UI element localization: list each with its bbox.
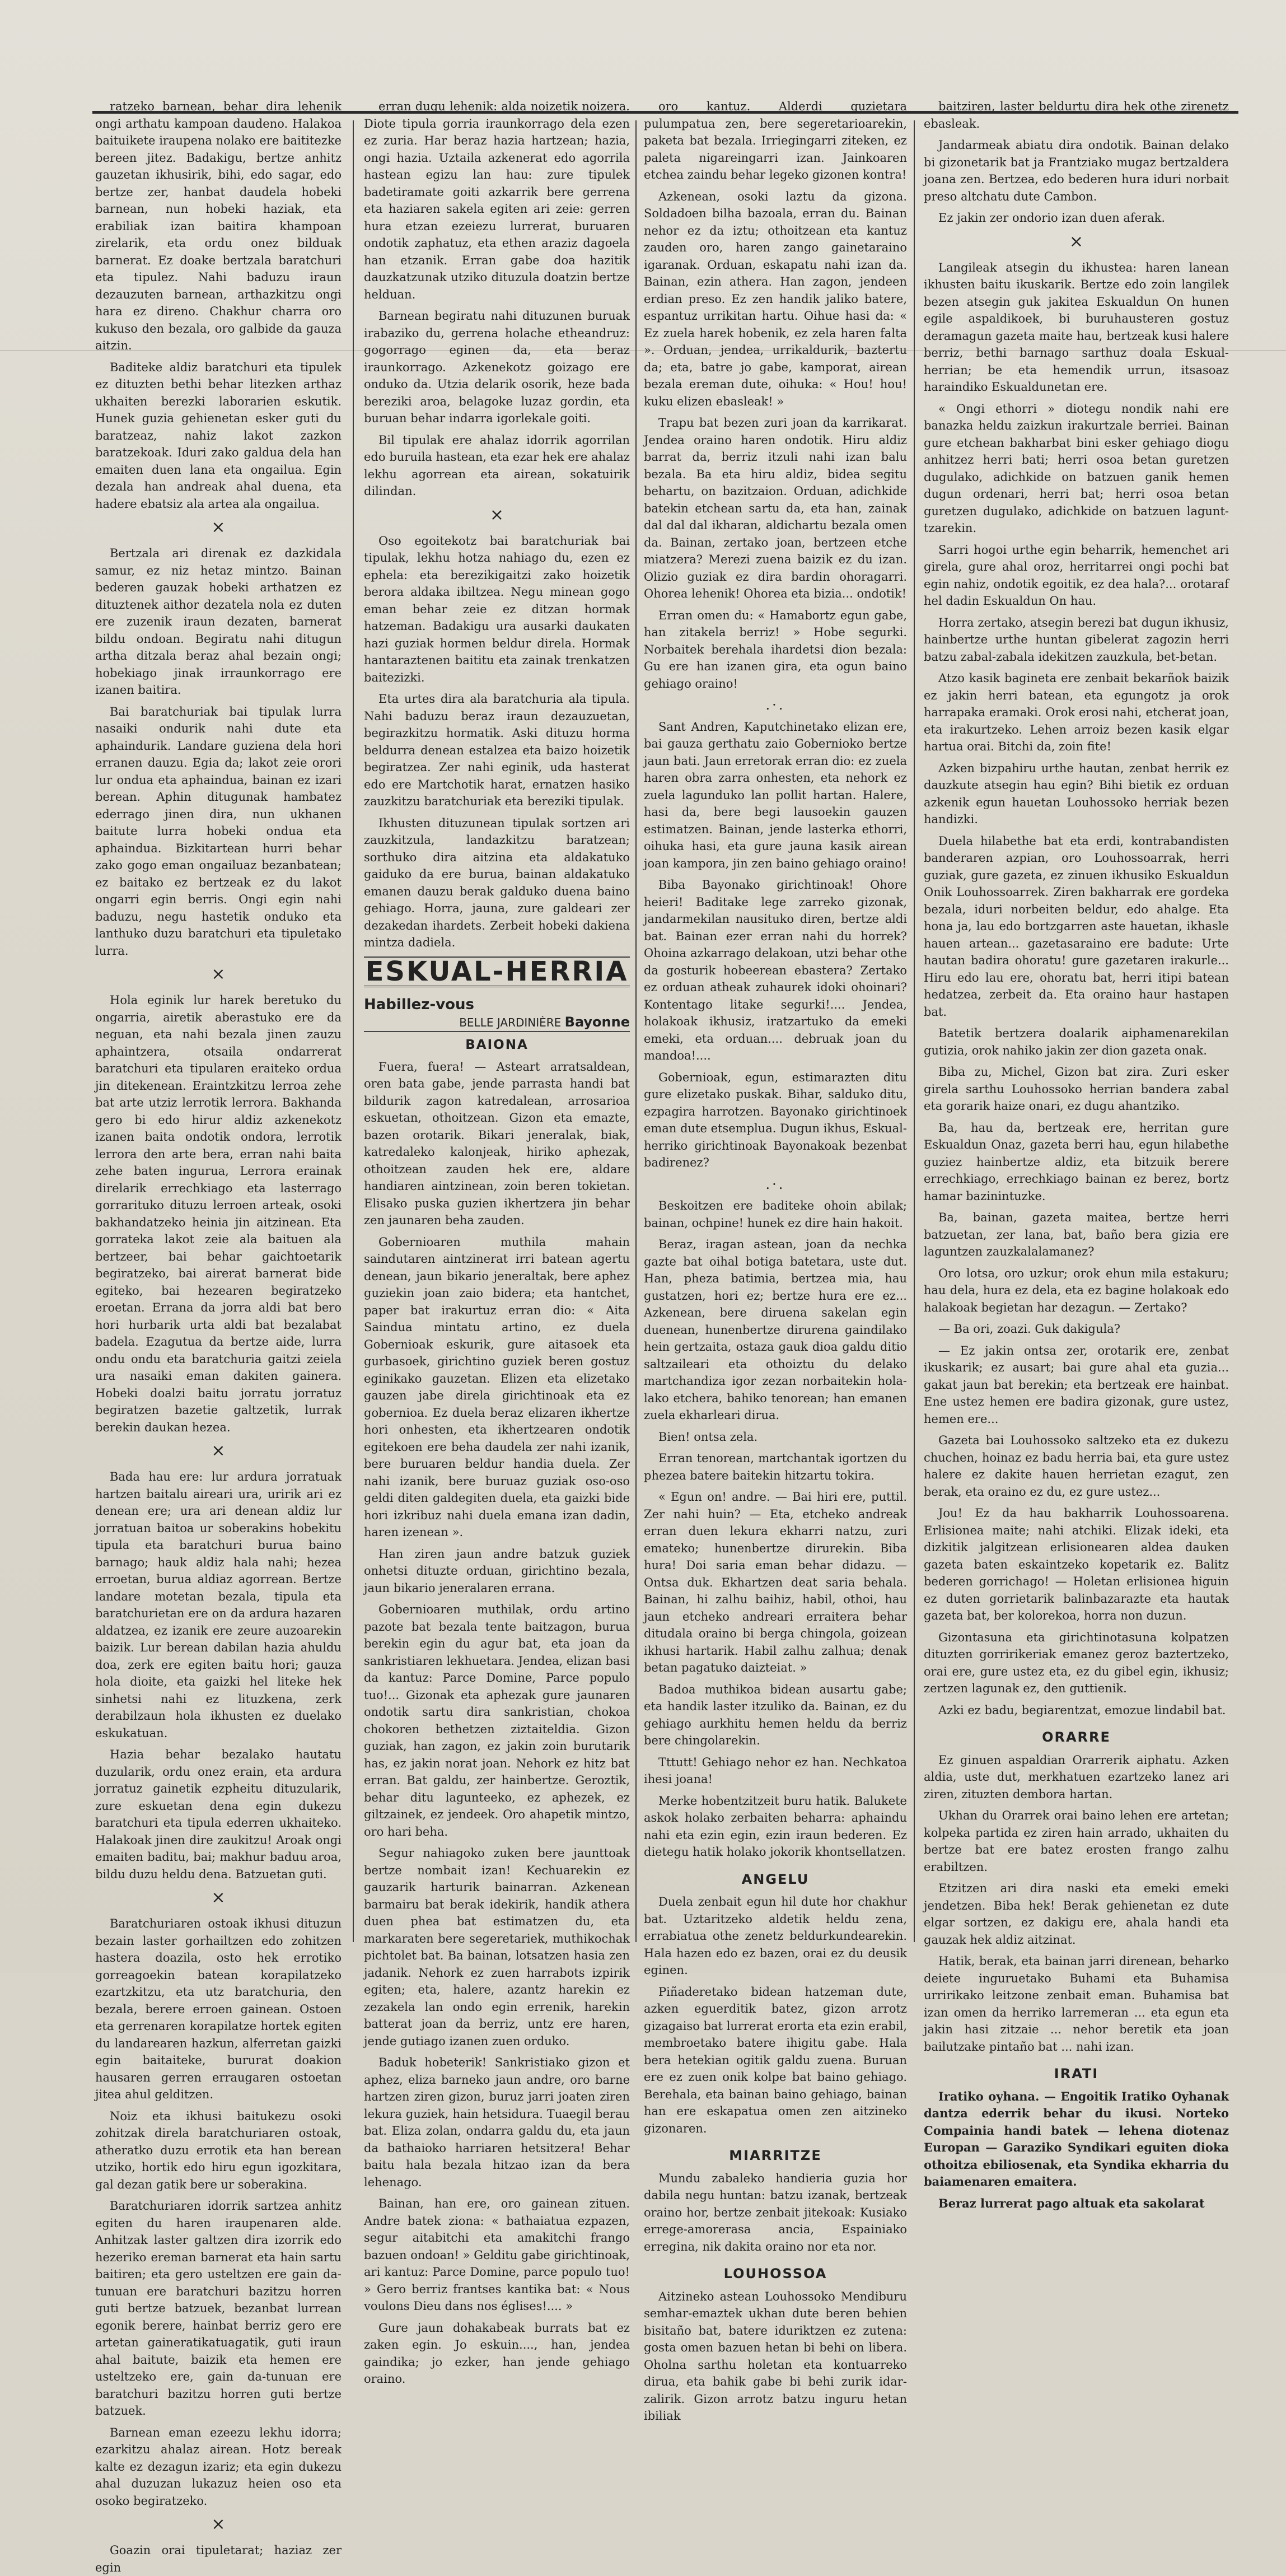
column-rule	[914, 120, 915, 1942]
paragraph: Mundu zabaleko handieria guzia hor dabila negu huntan: batzu izanak, bertzeak oraino hor, bertze zenbait jitekoak: Kusiako errege-amorerasa ancia, Espainiako erregina, nik dakita oraino nor eta nor.	[644, 2171, 907, 2253]
paragraph: Piñaderetako bidean hatzeman dute, azken eguerditik batez, gizon arrotz gizagaiso bat lurrerat erorta eta ezin erabil, membroetako batere ihigitu gabe. Hala bera hetekian ogitik galdu zuena. Buruan ere ez zuen onik kolpe bat baino gehiago. Berehala, eta bainan baino gehiago, bainan han ere eskapatua omen zen aitzineko gizonaren.	[644, 1985, 907, 2135]
paragraph: Tttutt! Gehiago nehor ez han. Nechkatoa ihesi joana!	[644, 1755, 907, 1786]
paragraph: Ez ginuen aspaldian Orarrerik aiphatu. Azken aldia, uste dut, merkhatuen ezartzeko lanez ari ziren, zituzten dembora hartan.	[924, 1753, 1229, 1801]
paragraph: Beraz lurrerat pago altuak eta sakolarat	[938, 2196, 1205, 2210]
column-rule	[635, 120, 637, 1942]
paragraph: Gobernioak, egun, estimarazten ditu gure elizetako puskak. Bihar, salduko ditu, ezpagira harrotzen. Bayonako girichtinoek eman dute etsempluа. Dugun ikhus, Eskual-herriko girichtinoak Bayonakoak bezenbat badirenez?	[644, 1070, 907, 1169]
paragraph: « Ongi ethorri » diotegu nondik nahi ere banazka heldu zaizkun irakurtzale berriei. Bainan gure etchean bakharbat bini esker gehiago diogu anhitzez herri bati; herri osoa betan guretzen dugulako, adichkide on batzuen ganik hemen dugun ordenari, herri bat; herri osoa betan guretzen dugulako, adichkide on batzuen lagunt-tzarekin.	[924, 402, 1229, 535]
paragraph: Biba zu, Michel, Gizon bat zira. Zuri esker girela sarthu Louhossoko herrian bandera zabal eta gorarik haize onari, ez dugu ahantziko.	[924, 1065, 1229, 1113]
paragraph: Azken bizpahiru urthe hautan, zenbat herrik ez dauzkute atsegin hau egin? Bihi bietik ez orduan azkenik egun hauetan Louhossoko herriak bezen handizki.	[924, 761, 1229, 826]
ad-store-name: BELLE JARDINIÈRE	[459, 1015, 562, 1029]
paragraph: Han ziren jaun andre batzuk guziek onhetsi dituzte orduan, girichtino bezala, jaun bikario jeneralaren errana.	[364, 1547, 630, 1595]
section-separator: ×	[1069, 231, 1084, 251]
column-1	[95, 98, 342, 2574]
paragraph: baitziren, laster beldurtu dira hek othe zirenetz ebasleak.	[924, 100, 1229, 130]
paragraph: Bainan, han ere, oro gainean zituen. Andre batek ziona: « bathaiatua ezpazen, segur aitabitchi eta amakitchi frango bazuen ondoan! » Gelditu gabe girichtinoak, ari kantuz: Parce Domine, parce populo tuo! » Gero berriz frantses kantika bat: « Nous voulons Dieu dans nos églises!.... »	[364, 2197, 630, 2313]
paragraph: oro kantuz. Alderdi guzietara pulumpatua zen, bere segeretarioarekin, paketa bat bezala. Irriegingarri ziteken, ez paleta nigareingarri izan. Jainkoaren etchea zaindu behar legeko gizonen kontra!	[644, 100, 907, 181]
paragraph: Erran omen du: « Hamabortz egun gabe, han zitakela berriz! » Hobe segurki. Norbaitek berehala ihardetsi dion bezala: Gu ere han izanen gira, eta ogun baino gehiago oraino!	[644, 608, 907, 690]
paragraph: Barnean eman ezeezu lekhu idorra; ezarkitzu ahalaz airean. Hotz bereak kalte ez dezagun izariz; eta egin dukezu ahal duzuzan lukazuz heien oso eta osoko begiratzeko.	[95, 2425, 342, 2508]
paragraph: Ukhan du Orarrek orai baino lehen ere artetan; kolpeka partida ez ziren hain arrado, ukhaiten du bertze bat ere batez erosten frango zalhu erabiltzen.	[924, 1809, 1229, 1874]
paragraph: Hola eginik lur harek beretuko du ongarria, airetik aberastuko ere da neguan, eta nahi bezala jinen zauzu aphaintzera, otsaila ondarrerat baratchuri eta tipularen eraiteko ordua jin ditekenean. Eraintzkitzu lerroa zehe bat arte utziz lerrotik lerrora. Bakhanda gero bi edo hirur aldiz azkenekotz izanen baita ondotik ondora, lerrotik lerrora den arte bera, erran nahi baita zehe baten ingurua, Lerrora erainak direlarik errechkiago eta lasterrago gorrarituko dituzu lerroen arteak, osoki bakhandatzeko heinia jin aitzinean. Eta gorrateka lakot zeie ala baituen ala bertzeer, bai behar gaichtoetarik begiratzeko, bai airerat barnerat bide egiteko, bai hezearen begiratzeko eroetan. Errana da jorra aldi bat bero hori hurbarik urta aldi bat bezalabat badela. Ezagutua da bertze aide, lurra ondu ondu eta baratchuria gaitzi zeiela ura nasaiki eman dakiten gainera. Hobeki doalzi baitu jorratu jorratuz begiratzen bazetie galtzetik, lurrak berekin daukan hezea.	[95, 993, 342, 1434]
section-heading-miarritze: MIARRITZE	[729, 2148, 822, 2163]
paragraph: Gizontasuna eta girichtinotasuna kolpatzen dituzten gorririkeriak emanez geroz baztertzeko, orai ere, gure ustez eta, ez du gibel egin, ikhusiz; zertzen lagunak ez, den guttienik.	[924, 1630, 1229, 1695]
paragraph: Baratchuriaren idorrik sartzea anhitz egiten du haren iraupenaren alde. Anhitzak laster galtzen dira izorrik edo hezeriko ereman barnerat eta hain sartu baitiren; eta gero usteltzen ere gain da-tunuan ere baratchuri bazitzu horren guti bertze batzuek, bezanbat lurrean egonik berere, hainbat berriz gero ere artetan gaineratikatuagatik, guti iraun ahal baitute, baizik eta hemen ere usteltzeko ere, gain da-tunuan ere baratchuri bazitzu horren guti bertze batzuek.	[95, 2199, 342, 2418]
paragraph: Atzo kasik bagineta ere zenbait bekarñok baizik ez jakin herri batean, eta egungotz ja orok harrapaka eramaki. Orok erosi nahi, etcherat joan, eta irakurtzeko. Lehen arroiz bezen kasik elgar hartua orai. Bitchi da, zoin fite!	[924, 671, 1229, 753]
paragraph: Bien! ontsa zela.	[658, 1430, 758, 1444]
paragraph: Azki ez badu, begiarentzat, emozue lindabil bat.	[938, 1703, 1226, 1717]
paragraph: Biba Bayonako girichtinoak! Ohore heieri! Baditake lege zarreko gizonak, jandarmekilan nausituko diren, bertze aldi bat. Bainan ezer erran nahi du horrek? Ohoina azkarrago delakoan, utzi behar othe da gosturik hobeerean ebastera? Zertako ez orduan atheak zuhaurek idoki ohoinari? Kontentago litake segurki!.... Jendea, holakoak ikhusiz, iratzartuko da emeki emeki, eta orduan.... debruak joan du mandoa!....	[644, 878, 907, 1062]
section-heading-irati: IRATI	[1054, 2066, 1099, 2082]
paragraph: Ikhusten dituzunean tipulak sortzen ari zauzkitzula, landazkitzu baratzean; sorthuko dira aitzina eta aldakatuko gaiduko da ere burua, bainan aldakatuko emanen dauzu berak galduko duena baino gehiago. Horra, jauna, zure galdeari zer dezakedan ihardets. Zerbeit hobeki dakiena mintza dadiela.	[364, 816, 630, 949]
paragraph: erran dugu lehenik: alda noizetik noizera. Diote tipula gorria iraunkorrago dela ezen ez zuria. Har beraz hazia hartzean; hazia, ongi hazia. Uztaila azkenerat edo agorrila hastean egizu lan hau: zure tipulek badetiramate goiti azkarrik bere gerrena eta haziaren sakela egiten ari zeie: gerren hura etzan ezeiezu lurrerat, buruaren ondotik zaphatuz, eta ethen araziz dagoela han etzanik. Erran gabe doa hazitik dauzkatzunak utziko dituzula doatzin bertze helduan.	[364, 100, 630, 301]
paragraph: — Ez jakin ontsa zer, orotarik ere, zenbat ikuskarik; ez ausart; bai gure ahal eta guzia... gakat jaun bat berekin; eta bertzeak ere hainbat. Ene ustez hemen ere badira gizonak, gure ustez, hemen ere...	[924, 1343, 1229, 1426]
advertisement	[364, 996, 630, 1032]
section-separator: ×	[211, 964, 226, 984]
paragraph: Duela zenbait egun hil dute hor chakhur bat. Uztaritzeko aldetik heldu zena, errabiatua othe zenetz beldurkundearekin. Hala hazen edo ez bazen, orai ez du deusik eginen.	[644, 1895, 907, 1977]
paragraph: Bertzala ari direnak ez dazkidala samur, ez niz hetaz mintzo. Bainan bederen gauzak hobeki arthatzen ez dituztenek aithor dezatela nola ez duten ere zuzenik iraun dezaten, barnerat bildu ondoan. Begiratu nahi ditugun artha ditzala beraz ahal bezain ongi; hobekiago jinak irraunkorrago ere izanen baitira.	[95, 547, 342, 697]
column-4	[924, 98, 1229, 2210]
paragraph: Ez jakin zer ondorio izan duen aferak.	[938, 211, 1166, 225]
paragraph: Gure jaun dohakabeak burrats bat ez zaken egin. Jo eskuin...., han, jendea gaindika; jo ezker, han jende gehiago oraino.	[364, 2321, 630, 2386]
paragraph: Noiz eta ikhusi baitukezu osoki zohitzak direla baratchuriaren ostoak, atheratko duzu errotik eta han berean utziko, hortik edo hiru egun igozkitara, gal dezan gatik bere ur soberakina.	[95, 2109, 342, 2191]
ad-city: Bayonne	[564, 1014, 630, 1030]
paragraph: Beskoitzen ere baditeke ohoin abilak; bainan, ochpine! hunek ez dire hain hakoit.	[644, 1199, 907, 1230]
section-separator: ×	[211, 2514, 226, 2534]
paragraph: Gobernioaren muthilak, ordu artino pazote bat bezala tente baitzagon, burua berekin egin du agur bat, eta joan da sankristiaren lekhuetara. Jendea, elizan basi da kantuz: Parce Domine, Parce populo tuo!... Gizonak eta aphezak gure jaunaren ondotik sartu dira sankristian, chokoa chokoren bethetzen ziztaiteldia. Gizon guziak, han zagon, ez jakin zoin burutarik has, ez jakin norat joan. Nehork ez hitz bat erran. Bat galdu, zer hainbertze. Geroztik, behar ditu lagunteeko, ez aphezek, ez giltzainek, ez jendeek. Oro ahapetik mintzo, oro hari beha.	[364, 1603, 630, 1838]
paragraph: — Ba ori, zoazi. Guk dakigula?	[938, 1322, 1120, 1336]
paragraph: « Egun on! andre. — Bai hiri ere, puttil. Zer nahi huin? — Eta, etcheko andreak erran duen lekura ekharri natzu, zuri emateko; hunenbertze dirurekin. Biba hura! Doi saria eman behar didazu. — Ontsa duk. Ekhartzen deat saria behala. Bainan, hi zalhu baihiz, habil, othoi, hau jaun etcheko andreari erraitera behar ditudala oraino bi berga chingola, goizean ikhusi hartarik. Habil zalhu zalhua; denak betan pagatuko daizteiat. »	[644, 1490, 907, 1674]
paragraph: Langileak atsegin du ikhustea: haren lanean ikhusten baitu ikuskarik. Bertze edo zoin langilek bezen atsegin guk jakitea Eskualdun On hunen egile aspaldikoek, bi buruhausteren gostuz deramagun gazeta maite hau, bertzeak kusi halere berriz, bethi barnago sarthuz doala Eskual-herrian; be eta hemendik urrun, itsasoaz haraindiko Eskualdunetan ere.	[924, 260, 1229, 394]
paragraph: Erran tenorean, martchantak igortzen du phezea batere baitekin hitzartu tokira.	[644, 1452, 907, 1482]
paragraph: Batetik bertzera doalarik aiphamenarekilan gutizia, orok nahiko jakin zer dion gazeta onak.	[924, 1026, 1229, 1057]
paragraph: Merke hobentzitzeit buru hatik. Balukete askok holako zerbaiten beharra: aphaindu nahi eta ezin egin, ezin iraun bederen. Ez dietegu hatik holako jokorik khontsellatzen.	[644, 1794, 907, 1859]
masthead-title: ESKUAL-HERRIA	[365, 955, 629, 987]
paragraph: Hatik, berak, eta bainan jarri direnean, beharko deiete inguruetako Buhami eta Buhamisa urririkako leitzone zenbait eman. Buhamisa bat izan omen da herriko larremeran ... eta egun eta jakin hasi zitzaie ... nehor beretik eta joan bailutzake pintaño bat ... nahi izan.	[924, 1954, 1229, 2054]
column-footer-text: Goazin orai tipuletarat; haziaz zer egin	[95, 2544, 342, 2574]
section-separator: ×	[211, 1888, 226, 1907]
paragraph: Duela hilabethe bat eta erdi, kontrabandisten banderaren azpian, oro Louhossoarrak, herri guziak, gure gazeta, ez zinuen ikhusiko Eskualdun Onik Louhossoarrek. Ziren bakharrak ere gordeka bezala, iduri norbeiten beldur, edo ahalge. Eta hona ja, lau edo bortzgarren aste hauetan, ikhasle hauen artean... gazetasaraino ere badute: Urte hautan badira ohoratu! gure gazetaren irakurle... Hiru edo lau ere, ohoratu bat, herri itipi batean hedatzea, zerbeit da. Eta oraino haur hastapen bat.	[924, 834, 1229, 1019]
paragraph: Etzitzen ari dira naski eta emeki emeki jendetzen. Biba hek! Berak gehienetan ez dute elgar sortzen, ez dakigu ere, ahala handi eta gauzak hek aldiz aitzinat.	[924, 1882, 1229, 1947]
paragraph: Segur nahiagoko zuken bere jaunttoak bertze nombait izan! Kechuarekin ez gauzarik harturik bainarran. Azkenean barmairu bat berak idekirik, handik athera duen phea bat estimatzen du, eta markaraten bere segeretariek, muthikochak pichtolet bat. Ba bainan, lotsatzen hasia zen jadanik. Nehork ez zuen harrabots izpirik egiten; eta, halere, azantz harekin ez zezakela lan ondo egin errenik, harekin batterat joan da berriz, untz ere haren, jende gutiago izanen zuen orduko.	[364, 1846, 630, 2048]
paragraph: Fuera, fuera! — Asteart arratsaldean, oren bata gabe, jende parrasta handi bat bildurik zagon katredalean, arrosarioa eskuetan, othoitzean. Gizon eta emazte, bazen orotarik. Bikari jeneralak, biak, katredaleko kalonjeak, hiriko aphezak, othoitzean zauden hek ere, aldare handiaren aintzinean, zoin beren tokietan. Elisako puska guzien ikhertzera jin behar zen jaunaren beha zauden.	[364, 1060, 630, 1227]
ad-subtitle	[364, 1014, 630, 1033]
paragraph: Oro lotsa, oro uzkur; orok ehun mila estakuru; hau dela, hura ez dela, eta ez bagine holakoak edo halakoak begietan har dezagun. — Zertako?	[924, 1266, 1229, 1314]
paragraph: Bai baratchuriak bai tipulak lurra nasaiki ondurik nahi dute eta aphaindurik. Landare guziena dela hori erranen dauzu. Egia da; lakot zeie orori lur ondua eta aphaindua, bainan ez izari berean. Aphin ditugunak hambatez ederrago jinen dira, nun ukhanen baitute lurra hobeki ondua eta aphaindua. Bizkitartean hurri behar zako gogo eman ongailuaz bezanbatean; ez baitako ez bertzeak ez du lakot ongarri egin berris. Ongi egin nahi baduzu, negu hastetik onduko eta lanthuko duzu baratchuri eta tipuletako lurra.	[95, 704, 342, 958]
paragraph: Baratchuriaren ostoak ikhusi dituzun bezain laster gorhailtzen edo zohitzen hastera doazila, osto hek errotiko gorreagoekin batean korapilatzeko ezartzkitzu, eta utz baratchuria, den bezala, berere erroen gainean. Ostoen eta gerrenaren korapilatze hortek egiten du landarearen hazkun, alferretan gaizki egin baitaiteke, bururat doakion hausaren gerren erraugaren ostoetan jitea ahul gelditzen.	[95, 1917, 342, 2101]
paragraph: Barnean begiratu nahi dituzunen buruak irabaziko du, gerrena holache etheandruz: gogorrago eginen da, eta beraz iraunkorrago. Azkenekotz goizago ere onduko da. Utzia delarik osorik, heze bada bereziki aroa, belagoke luzaz gordin, eta buruan behar indarra igorlekale goiti.	[364, 309, 630, 425]
column-2	[364, 98, 630, 2386]
paragraph: Jandarmeak abiatu dira ondotik. Bainan delako bi gizonetarik bat ja Frantziako mugaz bertzaldera joana zen. Bertzea, edo bederen hura iduri norbait preso altchatu dute Cambon.	[924, 138, 1229, 203]
paragraph: Bada hau ere: lur ardura jorratuak hartzen baitalu aireari ura, uririk ari ez denean ere; ura ari denean aldiz lur jorratuan baitoa ur soberakins hobekitu tipula eta baratchuri burua baino barnago; hauk aldiz hala nahi; hezea erroetan, burua aldiaz agorrean. Bertze landare motetan bezala, tipula eta baratchurietan ere on da ardura hazaren aldatzea, ez izanik ere zeure auzoarekin baizik. Lur berean dabilan hazia ahuldu doa, zerk ere egiten baitu hori; gauza hola dioite, eta gaizki hel liteke hek sinhetsi nahi ez lituzkena, zerk derabilzaun hola ikhusten ez duelako eskukatuan.	[95, 1470, 342, 1740]
paragraph: Sarri hogoi urthe egin beharrik, hemenchet ari girela, gure ahal oroz, herritarrei ongi pochi bat egin nahiz, ondotik egoitik, ez dea hala?... orotaraf hel dadin Eskualdun On hau.	[924, 543, 1229, 608]
paragraph: Horra zertako, atsegin berezi bat dugun ikhusiz, hainbertze urthe huntan gibelerat zagozin herri batzu zabal-zabala idekitzen zauzkula, bet-betan.	[924, 615, 1229, 664]
paragraph: Jou! Ez da hau bakharrik Louhossoarena. Erlisionea maite; nahi atchiki. Elizak ideki, eta dizkitik jalgitzean erlisionearen aldea dauken gazeta baten eskaintzeko kopetarik ez. Balitz bederen gorrichago! — Holetan erlisionea higuin ez duten gorrietarik balinbazarazte eta hautak gazeta bat, ber kolorekoa, horra non duzun.	[924, 1506, 1229, 1622]
paragraph: Ba, bainan, gazeta maitea, bertze herri batzuetan, zer lana, bat, baño bera gizia ere laguntzen zauzkalalamanez?	[924, 1211, 1229, 1258]
section-masthead	[364, 956, 630, 988]
paragraph: Oso egoitekotz bai baratchuriak bai tipulak, lekhu hotza nahiago du, ezen ez ephela: eta berezikigaitzi zako hoizetik berora aldaka ibiltzea. Negu minean gogo eman behar zeie ez ditzan hormak hatzeman. Badakigu ura ausarki daukaten hazi guziak hormen beldur direla. Hormak hantaraztenen baititu eta zainak trenkatzen baitezizki.	[364, 534, 630, 684]
paragraph: Azkenean, osoki laztu da gizona. Soldadoen bilha bazoala, erran du. Bainan nehor ez da iztu; othoitzean eta kantuz zauden oro, haren zango gainetaraino igaranak. Orduan, eskapatu nahi izan da. Bainan, ezin athera. Han zagon, jendeen erdian preso. Ez zen handik jaliko batere, espantuz urrikitan hartu. Oihue hasi da: « Ez zuela harek hobenik, ez zela haren falta ». Orduan, jendea, urrikaldurik, baztertu da; eta, batre jo gabe, kamporat, airean bezala ereman dute, oihuka: « Hou! hou! kuku elizen ebasleak! »	[644, 189, 907, 408]
section-heading-angelu: ANGELU	[741, 1871, 810, 1887]
column-rule	[353, 120, 354, 1942]
paragraph: Aitzineko astean Louhossoko Mendiburu semhar-emaztek ukhan dute beren behien bisitaño bat, batere iduriktzen ez zutena: gosta omen bazuen hetan bi behi on libera. Oholna sarthu holetan eta kontuarreko dirua, eta bahik gabe bi behi zurik idar-zalirik. Gizon arrotz batzu inguru hetan ibiliak	[644, 2289, 907, 2423]
paragraph: Gazeta bai Louhossoko saltzeko eta ez dukezu chuchen, hoinaz ez badu herria bai, eta gure ustez halere ez dakite hauen herrietan ezagut, zen berak, eta oraino ez du, ez gure ustez...	[924, 1434, 1229, 1499]
section-heading-louhossoa: LOUHOSSOA	[723, 2266, 827, 2281]
paragraph: Beraz, iragan astean, joan da nechka gazte bat oihal botiga batetara, uste dut. Han, pheza batimia, bertzea mia, hau gustatzen, hori ez; bertze hura ere ez... Azkenean, bere diruena sakelan egin duenean, hunenbertze dirurena gaindilako hein gertzaita, ostaza gauk dioa galdu ditio saltzaileari eta othoiztu du delako martchandiza igor zezan norbaitekin hola-lako etchera, bahiko tenorean; han emanen zuela ekharleari dirua.	[644, 1238, 907, 1422]
section-heading-baiona: BAIONA	[465, 1038, 529, 1052]
paragraph: Sant Andren, Kaputchinetako elizan ere, bai gauza gerthatu zaio Gobernioko bertze jaun bati. Jaun erretorak erran dio: ez zuela haren obra zarra onhesten, eta nehork ez zuela lagunduko lan pollit hartan. Halere, hasi da, bere begi lausoekin gauzen estimatzen. Bainan, jende lasterka ethorri, oihuka hasi, eta gure jauna kasik airean joan kampora, jin zen baino gehiago oraino!	[644, 720, 907, 870]
paragraph: Iratiko oyhana. — Engoitik Iratiko Oyhanak dantza ederrik behar du ikusi. Norteko Compainia handi batek — lehena diotenaz Europan — Garaziko Syndikari eguiten dioka othoitza ebiliosenak, eta Syndika ekharria du baiamenaren emaitera.	[924, 2089, 1229, 2188]
paragraph: Baditeke aldiz baratchuri eta tipulek ez dituzten bethi behar litezken arthaz ukhaiten berezki laborarien eskutik. Hunek guzia gehienetan esker guti du baratzeaz, nahiz lakot zazkon baratzekoak. Iduri zako galdua dela han emaiten duen lana eta ongailua. Egin dezala han andreak ahal duena, eta hadere ebatsiz ala artea ala ongailua.	[95, 360, 342, 511]
paragraph: Badoa muthikoa bidean ausartu gabe; eta handik laster itzuliko da. Bainan, ez du gehiago aurkhitu hemen heldu da berriz bere chingolarekin.	[644, 1682, 907, 1747]
section-heading-orarre: ORARRE	[1042, 1729, 1111, 1745]
paragraph: Gobernioaren muthila mahain saindutaren aintzinerat irri batean agertu denean, jaun bikario jeneraltak, bere aphez guziekin joan zaio bidera; eta hantchet, paper bat irakurtuz erran dio: « Aita Saindua mintatu artino, ez duela Gobernioak eskurik, gure aitasoek eta gurbasoek, girichtino guziek beren gostuz eginikako gauzetan. Elizen eta elizetako gauzen jabe direla girichtinoak eta ez gobernioa. Ez duela beraz elizaren ikhertze hori onhesten, eta ikhertzearen ondotik egitekoen ere beha daudela zer nahi izanik, bere buruaren beldur handia duela. Zer nahi izanik, bere buruaz guziak oso-oso geldi diten galdegiten duela, eta gaizki bide hori izkribuz nahi duela emana izan dadin, haren izenean ».	[364, 1235, 630, 1539]
column-3	[644, 98, 907, 2423]
ad-title: Habillez-vous	[364, 996, 475, 1013]
section-separator: ×	[211, 517, 226, 537]
paragraph: Bil tipulak ere ahalaz idorrik agorrilan edo buruila hastean, eta ezar hek ere ahalaz lekhu agorrean eta airean, sokatuirik dilindan.	[364, 433, 630, 498]
paragraph: ratzeko barnean, behar dira lehenik ongi arthatu kampoan daudeno. Halakoa baituikete iraupena nolako ere baititezke bereen jitez. Badakigu, bertze anhitz gauzetan ikhusirik, bihi, edo sagar, edo bertze zer, hanbat daudela hobeki barnean, nun hobeki haziak, eta erabiliak izan baitira khampoan zirelarik, eta ordu onez bilduak barnerat. Ez doake bertzala baratchuri eta tipulez. Nahi baduzu iraun dezauzuten barnean, arthazkitzu ongi hara ez direno. Chakhur charra oro kukuso den bezala, oro galbide da gauza aitzin.	[95, 100, 342, 352]
paragraph: Ba, hau da, bertzeak ere, herritan gure Eskualdun Onaz, gazeta berri hau, egun hilabethe guziez hainbertze aldiz, eta bitzuik berere errechkiago, errechkiago bainan ez berez, bortz hamar bazinintuzke.	[924, 1121, 1229, 1203]
dot-separator: .·.	[765, 1176, 785, 1192]
paragraph: Baduk hobeterik! Sankristiako gizon et aphez, eliza barneko jaun andre, oro barne hartzen ziren gizon, buruz jarri joaten ziren lekura guziek, hain hetsidura. Tuaegil berau bat. Eliza zolan, ondarra galdu du, eta jaun da bathaioko harriaren hetsitzera! Behar baitu hala bezala hitzao izan da bera lehenago.	[364, 2056, 630, 2189]
paragraph: Trapu bat bezen zuri joan da karrikarat. Jendea oraino haren ondotik. Hiru aldiz barrat da, berriz itzuli nahi izan balu bezala. Ba eta hiru aldiz, bidea segitu behartu, on bazitzaion. Orduan, adichkide batekin etchean sartu da, eta han, zainak dal dal dal ikharan, aldichartu bezala omen da. Bainan, zertako joan, bertzeen etche miatzera? Merezi zuena baizik ez du izan. Olizio guziak ez dira bardin ohoragarri. Ohorea lehenik! Ohorea eta bizia... ondotik!	[644, 416, 907, 600]
paragraph: Eta urtes dira ala baratchuria ala tipula. Nahi baduzu beraz iraun dezauzuetan, begirazkitzu hormatik. Aski dituzu horma beldurra denean estalzea eta baizo hoizetik begiratzea. Zer nahi eginik, uda hasterat edo ere Martchotik harat, ernatzen hasiko zauzkitzu baratchuriak eta bereziki tipulak.	[364, 692, 630, 808]
dot-separator: .·.	[765, 697, 785, 713]
section-separator: ×	[211, 1441, 226, 1460]
section-separator: ×	[489, 505, 504, 525]
paragraph: Hazia behar bezalako hautatu duzularik, ordu onez erain, eta ardura jorratuz gainetik ezpheitu dituzularik, zure eskuetan dena egin dukezu baratchuri eta tipula ederren ukhaiteko. Halakoak jinen dire zaukitzu! Aroak ongi emaiten baditu, bai; makhur baduu aroa, bildu duzu heldu dena. Batzuetan guti.	[95, 1748, 342, 1881]
